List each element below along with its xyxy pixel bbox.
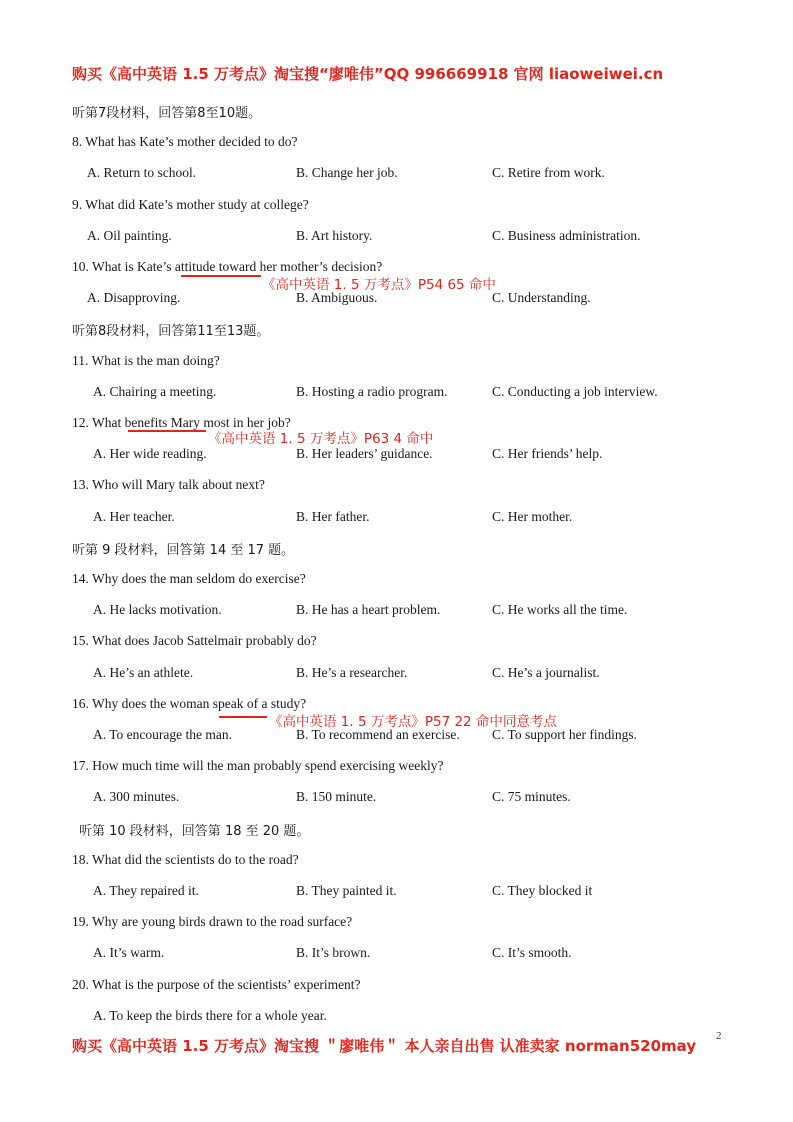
q19-option-b: B. It’s brown. [296,945,371,960]
q15-option-a: A. He’s an athlete. [93,665,194,680]
q19-option-c: C. It’s smooth. [492,945,572,960]
q16-option-c: C. To support her findings. [492,727,638,742]
q13-option-a: A. Her teacher. [93,509,175,524]
question-17: 17. How much time will the man probably spend exercising weekly? [72,758,444,773]
section-heading-10: 听第 10 段材料，回答第 18 至 20 题。 [79,824,310,839]
q9-option-b: B. Art history. [296,228,373,243]
question-9: 9. What did Kate’s mother study at college? [72,197,309,212]
section-heading-8: 听第8段材料，回答第11至13题。 [72,324,270,339]
q12-option-c: C. Her friends’ help. [492,446,603,461]
annotation-underline-10 [181,275,261,277]
question-12: 12. What benefits Mary most in her job? [72,415,291,430]
q8-option-b: B. Change her job. [296,165,398,180]
q18-option-a: A. They repaired it. [93,883,199,898]
question-11: 11. What is the man doing? [72,353,220,368]
q15-option-c: C. He’s a journalist. [492,665,600,680]
q10-option-c: C. Understanding. [492,290,591,305]
q8-option-a: A. Return to school. [87,165,197,180]
q10-option-b: B. Ambiguous. [296,290,378,305]
q12-option-b: B. Her leaders’ guidance. [296,446,433,461]
question-14: 14. Why does the man seldom do exercise? [72,571,306,586]
q17-option-a: A. 300 minutes. [93,789,180,804]
q11-option-a: A. Chairing a meeting. [93,384,217,399]
annotation-q10: 《高中英语 1. 5 万考点》P54 65 命中 [262,277,496,293]
q14-option-c: C. He works all the time. [492,602,628,617]
section-heading-9: 听第 9 段材料，回答第 14 至 17 题。 [72,543,295,558]
q16-option-a: A. To encourage the man. [93,727,233,742]
section-heading-7: 听第7段材料，回答第8至10题。 [72,106,262,121]
annotation-q16: 《高中英语 1. 5 万考点》P57 22 命中同意考点 [269,714,557,730]
q18-option-b: B. They painted it. [296,883,397,898]
q11-option-b: B. Hosting a radio program. [296,384,448,399]
question-19: 19. Why are young birds drawn to the road surface? [72,914,353,929]
question-8: 8. What has Kate’s mother decided to do? [72,134,298,149]
question-13: 13. Who will Mary talk about next? [72,477,265,492]
question-18: 18. What did the scientists do to the road? [72,852,299,867]
q15-option-b: B. He’s a researcher. [296,665,408,680]
q10-option-a: A. Disapproving. [87,290,181,305]
q14-option-a: A. He lacks motivation. [93,602,222,617]
q17-option-b: B. 150 minute. [296,789,377,804]
q14-option-b: B. He has a heart problem. [296,602,441,617]
q16-option-b: B. To recommend an exercise. [296,727,460,742]
q17-option-c: C. 75 minutes. [492,789,571,804]
annotation-underline-12 [128,430,206,432]
q18-option-c: C. They blocked it [492,883,593,898]
q13-option-b: B. Her father. [296,509,370,524]
question-20: 20. What is the purpose of the scientists’ experiment? [72,977,361,992]
q9-option-a: A. Oil painting. [87,228,172,243]
header-banner: 购买《高中英语 1.5 万考点》淘宝搜“廖唯伟”QQ 996669918 官网 liaoweiwei.cn [72,65,664,83]
q13-option-c: C. Her mother. [492,509,573,524]
page-number: 2 [716,1030,722,1042]
annotation-underline-16 [219,716,267,718]
q8-option-c: C. Retire from work. [492,165,605,180]
q19-option-a: A. It’s warm. [93,945,165,960]
annotation-q12: 《高中英语 1. 5 万考点》P63 4 命中 [208,431,434,447]
q12-option-a: A. Her wide reading. [93,446,207,461]
q20-option-a: A. To keep the birds there for a whole year. [93,1008,327,1023]
q9-option-c: C. Business administration. [492,228,641,243]
footer-banner: 购买《高中英语 1.5 万考点》淘宝搜 ＂廖唯伟＂ 本人亲自出售 认准卖家 norman520may [72,1037,697,1055]
question-16: 16. Why does the woman speak of a study? [72,696,307,711]
question-15: 15. What does Jacob Sattelmair probably do? [72,633,317,648]
question-10: 10. What is Kate’s attitude toward her mother’s decision? [72,259,383,274]
q11-option-c: C. Conducting a job interview. [492,384,658,399]
